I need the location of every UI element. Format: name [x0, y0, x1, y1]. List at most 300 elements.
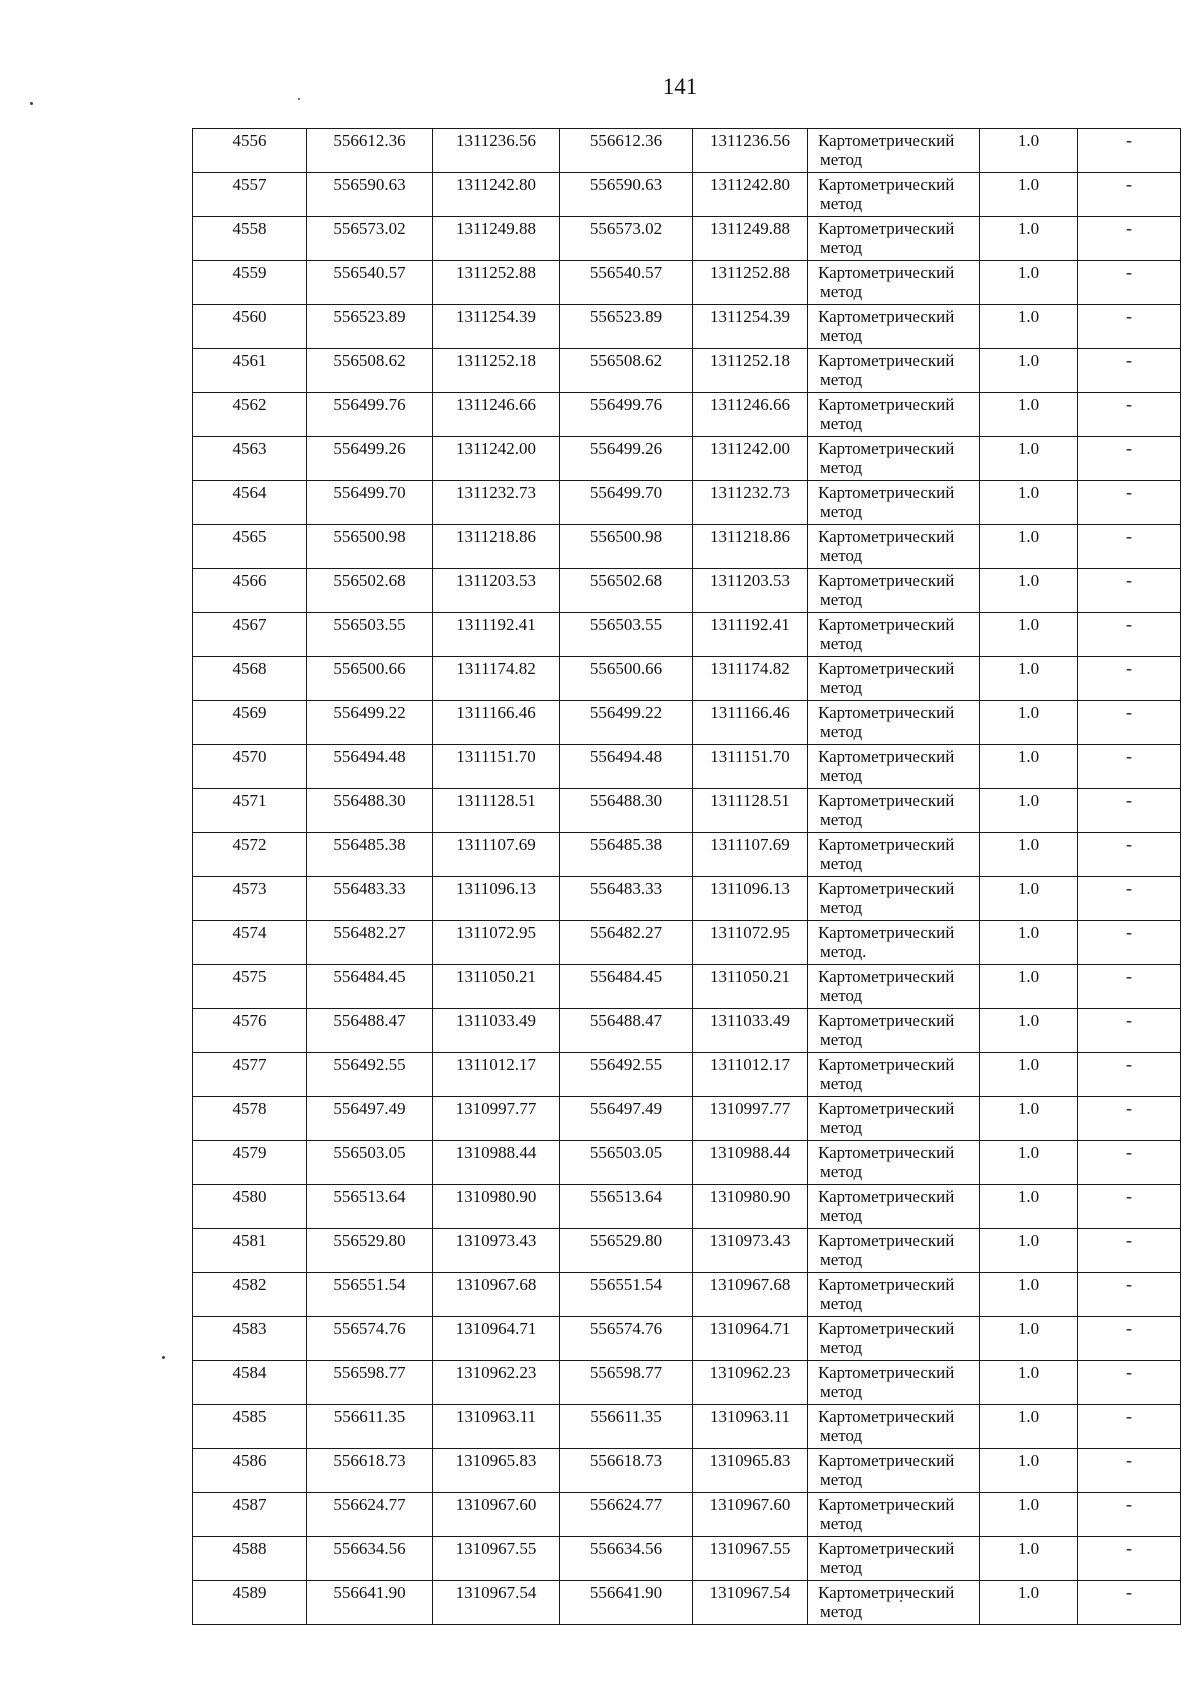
- accuracy-cell: 1.0: [980, 1317, 1078, 1361]
- x-existing-cell: 556499.26: [307, 437, 433, 481]
- description-cell: -: [1078, 393, 1181, 437]
- table-row: [193, 525, 1181, 569]
- y-existing-cell: 1311203.53: [433, 569, 560, 613]
- method-line-1: Картометрический: [818, 1407, 955, 1426]
- accuracy-cell: 1.0: [980, 1009, 1078, 1053]
- y-new-cell: 1310967.60: [693, 1493, 808, 1537]
- x-new-cell: 556482.27: [560, 921, 693, 965]
- description-cell: -: [1078, 173, 1181, 217]
- method-cell: [808, 217, 980, 261]
- point-number-cell: 4566: [193, 569, 307, 613]
- method-line-1: Картометрический: [818, 791, 955, 810]
- table-row: [193, 789, 1181, 833]
- accuracy-cell: 1.0: [980, 921, 1078, 965]
- method-line-2: метод: [820, 590, 863, 609]
- method-line-2: метод.: [820, 942, 867, 961]
- x-existing-cell: 556494.48: [307, 745, 433, 789]
- y-existing-cell: 1311252.88: [433, 261, 560, 305]
- y-existing-cell: 1310963.11: [433, 1405, 560, 1449]
- method-line-2: метод: [820, 1558, 863, 1577]
- description-cell: -: [1078, 701, 1181, 745]
- method-line-2: метод: [820, 546, 863, 565]
- method-line-2: метод: [820, 1118, 863, 1137]
- method-cell: [808, 965, 980, 1009]
- scan-speck: [298, 98, 300, 100]
- table-row: [193, 129, 1181, 173]
- description-cell: -: [1078, 745, 1181, 789]
- x-new-cell: 556612.36: [560, 129, 693, 173]
- method-cell: [808, 833, 980, 877]
- description-cell: -: [1078, 613, 1181, 657]
- method-cell: [808, 1405, 980, 1449]
- method-line-2: метод: [820, 1030, 863, 1049]
- y-existing-cell: 1311128.51: [433, 789, 560, 833]
- point-number-cell: 4580: [193, 1185, 307, 1229]
- method-line-1: Картометрический: [818, 1187, 955, 1206]
- method-line-1: Картометрический: [818, 1231, 955, 1250]
- description-cell: -: [1078, 1185, 1181, 1229]
- description-cell: -: [1078, 657, 1181, 701]
- method-line-1: Картометрический: [818, 483, 955, 502]
- x-existing-cell: 556611.35: [307, 1405, 433, 1449]
- x-existing-cell: 556492.55: [307, 1053, 433, 1097]
- point-number-cell: 4569: [193, 701, 307, 745]
- x-existing-cell: 556499.22: [307, 701, 433, 745]
- method-line-1: Картометрический: [818, 1583, 955, 1602]
- description-cell: -: [1078, 1317, 1181, 1361]
- x-new-cell: 556508.62: [560, 349, 693, 393]
- x-existing-cell: 556598.77: [307, 1361, 433, 1405]
- description-cell: -: [1078, 1449, 1181, 1493]
- point-number-cell: 4560: [193, 305, 307, 349]
- y-existing-cell: 1311072.95: [433, 921, 560, 965]
- x-new-cell: 556624.77: [560, 1493, 693, 1537]
- accuracy-cell: 1.0: [980, 217, 1078, 261]
- y-existing-cell: 1311107.69: [433, 833, 560, 877]
- method-line-2: метод: [820, 854, 863, 873]
- method-line-1: Картометрический: [818, 1495, 955, 1514]
- y-new-cell: 1311242.80: [693, 173, 808, 217]
- method-line-2: метод: [820, 898, 863, 917]
- method-line-2: метод: [820, 1382, 863, 1401]
- y-new-cell: 1310967.54: [693, 1581, 808, 1625]
- x-new-cell: 556502.68: [560, 569, 693, 613]
- accuracy-cell: 1.0: [980, 789, 1078, 833]
- accuracy-cell: 1.0: [980, 393, 1078, 437]
- accuracy-cell: 1.0: [980, 481, 1078, 525]
- x-existing-cell: 556484.45: [307, 965, 433, 1009]
- table-row: [193, 305, 1181, 349]
- method-line-1: Картометрический: [818, 835, 955, 854]
- x-new-cell: 556484.45: [560, 965, 693, 1009]
- accuracy-cell: 1.0: [980, 129, 1078, 173]
- accuracy-cell: 1.0: [980, 261, 1078, 305]
- method-line-2: метод: [820, 238, 863, 257]
- description-cell: -: [1078, 1581, 1181, 1625]
- description-cell: -: [1078, 1493, 1181, 1537]
- table-row: [193, 1229, 1181, 1273]
- method-cell: [808, 921, 980, 965]
- table-row: [193, 217, 1181, 261]
- accuracy-cell: 1.0: [980, 1537, 1078, 1581]
- method-line-1: Картометрический: [818, 703, 955, 722]
- method-line-2: метод: [820, 458, 863, 477]
- y-existing-cell: 1311242.00: [433, 437, 560, 481]
- table-row: [193, 921, 1181, 965]
- accuracy-cell: 1.0: [980, 569, 1078, 613]
- y-new-cell: 1311218.86: [693, 525, 808, 569]
- x-new-cell: 556488.30: [560, 789, 693, 833]
- y-existing-cell: 1311252.18: [433, 349, 560, 393]
- point-number-cell: 4572: [193, 833, 307, 877]
- description-cell: -: [1078, 437, 1181, 481]
- y-new-cell: 1310988.44: [693, 1141, 808, 1185]
- method-cell: [808, 481, 980, 525]
- method-line-1: Картометрический: [818, 351, 955, 370]
- method-line-2: метод: [820, 370, 863, 389]
- y-existing-cell: 1311246.66: [433, 393, 560, 437]
- description-cell: -: [1078, 789, 1181, 833]
- x-existing-cell: 556485.38: [307, 833, 433, 877]
- y-new-cell: 1311072.95: [693, 921, 808, 965]
- point-number-cell: 4584: [193, 1361, 307, 1405]
- description-cell: -: [1078, 217, 1181, 261]
- method-cell: [808, 1361, 980, 1405]
- x-new-cell: 556483.33: [560, 877, 693, 921]
- method-line-1: Картометрический: [818, 1451, 955, 1470]
- method-cell: [808, 173, 980, 217]
- description-cell: -: [1078, 305, 1181, 349]
- x-existing-cell: 556624.77: [307, 1493, 433, 1537]
- method-line-2: метод: [820, 722, 863, 741]
- method-line-1: Картометрический: [818, 131, 955, 150]
- y-existing-cell: 1311249.88: [433, 217, 560, 261]
- table-row: [193, 613, 1181, 657]
- point-number-cell: 4585: [193, 1405, 307, 1449]
- method-cell: [808, 1317, 980, 1361]
- description-cell: -: [1078, 349, 1181, 393]
- accuracy-cell: 1.0: [980, 1449, 1078, 1493]
- x-existing-cell: 556482.27: [307, 921, 433, 965]
- point-number-cell: 4588: [193, 1537, 307, 1581]
- method-line-1: Картометрический: [818, 1363, 955, 1382]
- x-existing-cell: 556502.68: [307, 569, 433, 613]
- method-line-1: Картометрический: [818, 219, 955, 238]
- description-cell: -: [1078, 833, 1181, 877]
- y-new-cell: 1311012.17: [693, 1053, 808, 1097]
- point-number-cell: 4581: [193, 1229, 307, 1273]
- scan-speck: [162, 1356, 165, 1359]
- x-new-cell: 556641.90: [560, 1581, 693, 1625]
- y-existing-cell: 1310967.68: [433, 1273, 560, 1317]
- x-new-cell: 556573.02: [560, 217, 693, 261]
- point-number-cell: 4558: [193, 217, 307, 261]
- y-new-cell: 1311203.53: [693, 569, 808, 613]
- x-existing-cell: 556573.02: [307, 217, 433, 261]
- y-existing-cell: 1311012.17: [433, 1053, 560, 1097]
- point-number-cell: 4587: [193, 1493, 307, 1537]
- y-new-cell: 1311174.82: [693, 657, 808, 701]
- method-line-1: Картометрический: [818, 967, 955, 986]
- method-cell: [808, 1537, 980, 1581]
- page-number: 141: [662, 74, 698, 99]
- point-number-cell: 4578: [193, 1097, 307, 1141]
- description-cell: -: [1078, 1053, 1181, 1097]
- method-cell: [808, 1273, 980, 1317]
- point-number-cell: 4579: [193, 1141, 307, 1185]
- method-cell: [808, 437, 980, 481]
- method-line-1: Картометрический: [818, 527, 955, 546]
- accuracy-cell: 1.0: [980, 1405, 1078, 1449]
- method-line-2: метод: [820, 414, 863, 433]
- x-new-cell: 556634.56: [560, 1537, 693, 1581]
- y-new-cell: 1311232.73: [693, 481, 808, 525]
- method-cell: [808, 1097, 980, 1141]
- y-new-cell: 1310962.23: [693, 1361, 808, 1405]
- y-new-cell: 1310967.55: [693, 1537, 808, 1581]
- table-row: [193, 877, 1181, 921]
- y-existing-cell: 1311236.56: [433, 129, 560, 173]
- description-cell: -: [1078, 1405, 1181, 1449]
- y-new-cell: 1310965.83: [693, 1449, 808, 1493]
- description-cell: -: [1078, 1097, 1181, 1141]
- method-line-2: метод: [820, 326, 863, 345]
- method-line-1: Картометрический: [818, 879, 955, 898]
- coordinate-table: [192, 128, 1181, 1625]
- method-cell: [808, 1009, 980, 1053]
- accuracy-cell: 1.0: [980, 1361, 1078, 1405]
- x-new-cell: 556497.49: [560, 1097, 693, 1141]
- table-row: [193, 569, 1181, 613]
- table-row: [193, 1537, 1181, 1581]
- x-existing-cell: 556551.54: [307, 1273, 433, 1317]
- y-new-cell: 1310963.11: [693, 1405, 808, 1449]
- y-new-cell: 1311128.51: [693, 789, 808, 833]
- method-line-2: метод: [820, 810, 863, 829]
- method-line-2: метод: [820, 194, 863, 213]
- method-line-2: метод: [820, 1426, 863, 1445]
- accuracy-cell: 1.0: [980, 173, 1078, 217]
- method-cell: [808, 1449, 980, 1493]
- x-existing-cell: 556523.89: [307, 305, 433, 349]
- accuracy-cell: 1.0: [980, 613, 1078, 657]
- method-cell: [808, 393, 980, 437]
- table-row: [193, 1053, 1181, 1097]
- method-cell: [808, 877, 980, 921]
- y-existing-cell: 1311050.21: [433, 965, 560, 1009]
- y-new-cell: 1310997.77: [693, 1097, 808, 1141]
- method-line-2: метод: [820, 1250, 863, 1269]
- table-row: [193, 745, 1181, 789]
- method-cell: [808, 261, 980, 305]
- y-existing-cell: 1310997.77: [433, 1097, 560, 1141]
- y-new-cell: 1311033.49: [693, 1009, 808, 1053]
- accuracy-cell: 1.0: [980, 305, 1078, 349]
- method-line-2: метод: [820, 1074, 863, 1093]
- point-number-cell: 4576: [193, 1009, 307, 1053]
- y-existing-cell: 1311218.86: [433, 525, 560, 569]
- accuracy-cell: 1.0: [980, 349, 1078, 393]
- table-row: [193, 1493, 1181, 1537]
- y-existing-cell: 1310964.71: [433, 1317, 560, 1361]
- y-new-cell: 1311236.56: [693, 129, 808, 173]
- accuracy-cell: 1.0: [980, 1053, 1078, 1097]
- description-cell: -: [1078, 129, 1181, 173]
- y-existing-cell: 1311096.13: [433, 877, 560, 921]
- method-line-1: Картометрический: [818, 571, 955, 590]
- table-row: [193, 657, 1181, 701]
- x-new-cell: 556500.98: [560, 525, 693, 569]
- method-cell: [808, 305, 980, 349]
- point-number-cell: 4582: [193, 1273, 307, 1317]
- x-new-cell: 556540.57: [560, 261, 693, 305]
- scan-speck: [30, 102, 33, 105]
- x-new-cell: 556499.70: [560, 481, 693, 525]
- method-line-2: метод: [820, 1162, 863, 1181]
- table-row: [193, 1141, 1181, 1185]
- y-new-cell: 1310973.43: [693, 1229, 808, 1273]
- y-existing-cell: 1311166.46: [433, 701, 560, 745]
- x-existing-cell: 556513.64: [307, 1185, 433, 1229]
- point-number-cell: 4570: [193, 745, 307, 789]
- x-existing-cell: 556500.66: [307, 657, 433, 701]
- y-new-cell: 1311096.13: [693, 877, 808, 921]
- method-line-2: метод: [820, 634, 863, 653]
- x-new-cell: 556529.80: [560, 1229, 693, 1273]
- method-line-2: метод: [820, 1514, 863, 1533]
- method-line-1: Картометрический: [818, 615, 955, 634]
- description-cell: -: [1078, 965, 1181, 1009]
- x-existing-cell: 556503.05: [307, 1141, 433, 1185]
- description-cell: -: [1078, 525, 1181, 569]
- description-cell: -: [1078, 1229, 1181, 1273]
- accuracy-cell: 1.0: [980, 1493, 1078, 1537]
- table-row: [193, 349, 1181, 393]
- method-cell: [808, 1141, 980, 1185]
- point-number-cell: 4575: [193, 965, 307, 1009]
- point-number-cell: 4577: [193, 1053, 307, 1097]
- table-row: [193, 393, 1181, 437]
- table-row: [193, 1361, 1181, 1405]
- method-line-1: Картометрический: [818, 439, 955, 458]
- y-new-cell: 1311107.69: [693, 833, 808, 877]
- x-existing-cell: 556503.55: [307, 613, 433, 657]
- x-existing-cell: 556612.36: [307, 129, 433, 173]
- method-line-1: Картометрический: [818, 1319, 955, 1338]
- table-row: [193, 1317, 1181, 1361]
- x-new-cell: 556590.63: [560, 173, 693, 217]
- point-number-cell: 4563: [193, 437, 307, 481]
- method-line-2: метод: [820, 678, 863, 697]
- accuracy-cell: 1.0: [980, 1097, 1078, 1141]
- method-line-1: Картометрический: [818, 175, 955, 194]
- point-number-cell: 4574: [193, 921, 307, 965]
- method-line-1: Картометрический: [818, 1011, 955, 1030]
- method-cell: [808, 1493, 980, 1537]
- method-line-1: Картометрический: [818, 307, 955, 326]
- method-cell: [808, 569, 980, 613]
- y-existing-cell: 1310965.83: [433, 1449, 560, 1493]
- x-new-cell: 556499.26: [560, 437, 693, 481]
- method-line-2: метод: [820, 1338, 863, 1357]
- y-new-cell: 1310964.71: [693, 1317, 808, 1361]
- y-existing-cell: 1310967.55: [433, 1537, 560, 1581]
- point-number-cell: 4573: [193, 877, 307, 921]
- table-row: [193, 1405, 1181, 1449]
- method-line-2: метод: [820, 502, 863, 521]
- accuracy-cell: 1.0: [980, 1229, 1078, 1273]
- y-existing-cell: 1310962.23: [433, 1361, 560, 1405]
- point-number-cell: 4583: [193, 1317, 307, 1361]
- point-number-cell: 4571: [193, 789, 307, 833]
- y-new-cell: 1311192.41: [693, 613, 808, 657]
- y-existing-cell: 1311033.49: [433, 1009, 560, 1053]
- table-row: [193, 1097, 1181, 1141]
- point-number-cell: 4586: [193, 1449, 307, 1493]
- method-cell: [808, 701, 980, 745]
- x-new-cell: 556503.55: [560, 613, 693, 657]
- y-existing-cell: 1311174.82: [433, 657, 560, 701]
- method-line-1: Картометрический: [818, 1539, 955, 1558]
- x-existing-cell: 556488.47: [307, 1009, 433, 1053]
- table-row: [193, 261, 1181, 305]
- x-new-cell: 556494.48: [560, 745, 693, 789]
- y-existing-cell: 1311232.73: [433, 481, 560, 525]
- x-new-cell: 556503.05: [560, 1141, 693, 1185]
- x-new-cell: 556618.73: [560, 1449, 693, 1493]
- y-new-cell: 1310967.68: [693, 1273, 808, 1317]
- method-cell: [808, 613, 980, 657]
- table-row: [193, 1009, 1181, 1053]
- method-line-1: Картометрический: [818, 747, 955, 766]
- table-row: [193, 833, 1181, 877]
- y-existing-cell: 1311192.41: [433, 613, 560, 657]
- description-cell: -: [1078, 1361, 1181, 1405]
- y-existing-cell: 1311254.39: [433, 305, 560, 349]
- description-cell: -: [1078, 1537, 1181, 1581]
- method-cell: [808, 657, 980, 701]
- point-number-cell: 4568: [193, 657, 307, 701]
- x-new-cell: 556485.38: [560, 833, 693, 877]
- accuracy-cell: 1.0: [980, 525, 1078, 569]
- method-cell: [808, 525, 980, 569]
- accuracy-cell: 1.0: [980, 1185, 1078, 1229]
- method-line-1: Картометрический: [818, 1055, 955, 1074]
- y-existing-cell: 1310967.60: [433, 1493, 560, 1537]
- accuracy-cell: 1.0: [980, 833, 1078, 877]
- method-line-2: метод: [820, 766, 863, 785]
- table-row: [193, 1185, 1181, 1229]
- method-cell: [808, 1053, 980, 1097]
- x-existing-cell: 556590.63: [307, 173, 433, 217]
- table-row: [193, 1449, 1181, 1493]
- description-cell: -: [1078, 1273, 1181, 1317]
- method-cell: [808, 1581, 980, 1625]
- table-row: [193, 481, 1181, 525]
- x-new-cell: 556611.35: [560, 1405, 693, 1449]
- x-existing-cell: 556500.98: [307, 525, 433, 569]
- method-line-1: Картометрический: [818, 263, 955, 282]
- method-line-1: Картометрический: [818, 1099, 955, 1118]
- description-cell: -: [1078, 261, 1181, 305]
- x-existing-cell: 556634.56: [307, 1537, 433, 1581]
- y-new-cell: 1311050.21: [693, 965, 808, 1009]
- point-number-cell: 4556: [193, 129, 307, 173]
- method-line-1: Картометрический: [818, 395, 955, 414]
- x-new-cell: 556598.77: [560, 1361, 693, 1405]
- x-existing-cell: 556497.49: [307, 1097, 433, 1141]
- method-cell: [808, 349, 980, 393]
